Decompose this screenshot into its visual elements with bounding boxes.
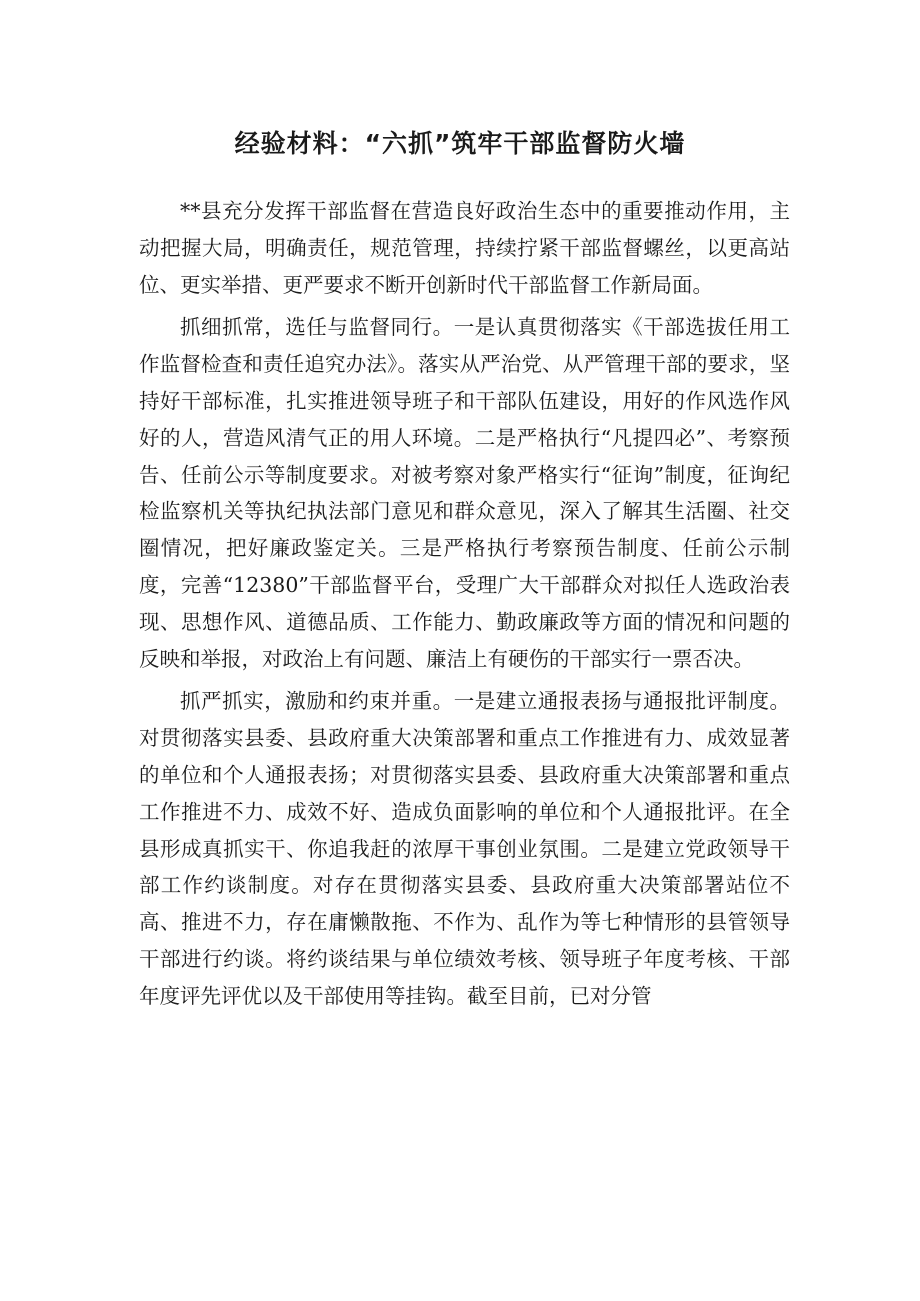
paragraph-incentive-constraint: 抓严抓实，激励和约束并重。一是建立通报表扬与通报批评制度。对贯彻落实县委、县政府重大决策部署和重点工作推进有力、成效显著的单位和个人通报表扬；对贯彻落实县委、县政府重大决策部署和重点工作推进不力、成效不好、造成负面影响的单位和个人通报批评。在全县形成真抓实干、你追我赶的浓厚干事创业氛围。二是建立党政领导干部工作约谈制度。对存在贯彻落实县委、县政府重大决策部署站位不高、推进不力，存在庸懒散拖、不作为、乱作为等七种情形的县管领导干部进行约谈。将约谈结果与单位绩效考核、领导班子年度考核、干部年度评先评优以及干部使用等挂钩。截至目前，已对分管 xyxy=(139,689,790,1008)
document-title: 经验材料：“六抓”筑牢干部监督防火墙 xyxy=(234,129,686,158)
paragraph-intro: **县充分发挥干部监督在营造良好政治生态中的重要推动作用，主动把握大局，明确责任，规范管理，持续拧紧干部监督螺丝，以更高站位、更实举措、更严要求不断开创新时代干部监督工作新局面。 xyxy=(139,199,790,297)
document-body xyxy=(139,193,790,1021)
paragraph-selection-supervision: 抓细抓常，选任与监督同行。一是认真贯彻落实《干部选拔任用工作监督检查和责任追究办法》。落实从严治党、从严管理干部的要求，坚持好干部标准，扎实推进领导班子和干部队伍建设，用好的作风选作风好的人，营造风清气正的用人环境。二是严格执行“凡提四必”、考察预告、任前公示等制度要求。对被考察对象严格实行“征询”制度，征询纪检监察机关等执纪执法部门意见和群众意见，深入了解其生活圈、社交圈情况，把好廉政鉴定关。三是严格执行考察预告制度、任前公示制度，完善“12380”干部监督平台，受理广大干部群众对拟任人选政治表现、思想作风、道德品质、工作能力、勤政廉政等方面的情况和问题的反映和举报，对政治上有问题、廉洁上有硬伤的干部实行一票否决。 xyxy=(139,315,790,671)
